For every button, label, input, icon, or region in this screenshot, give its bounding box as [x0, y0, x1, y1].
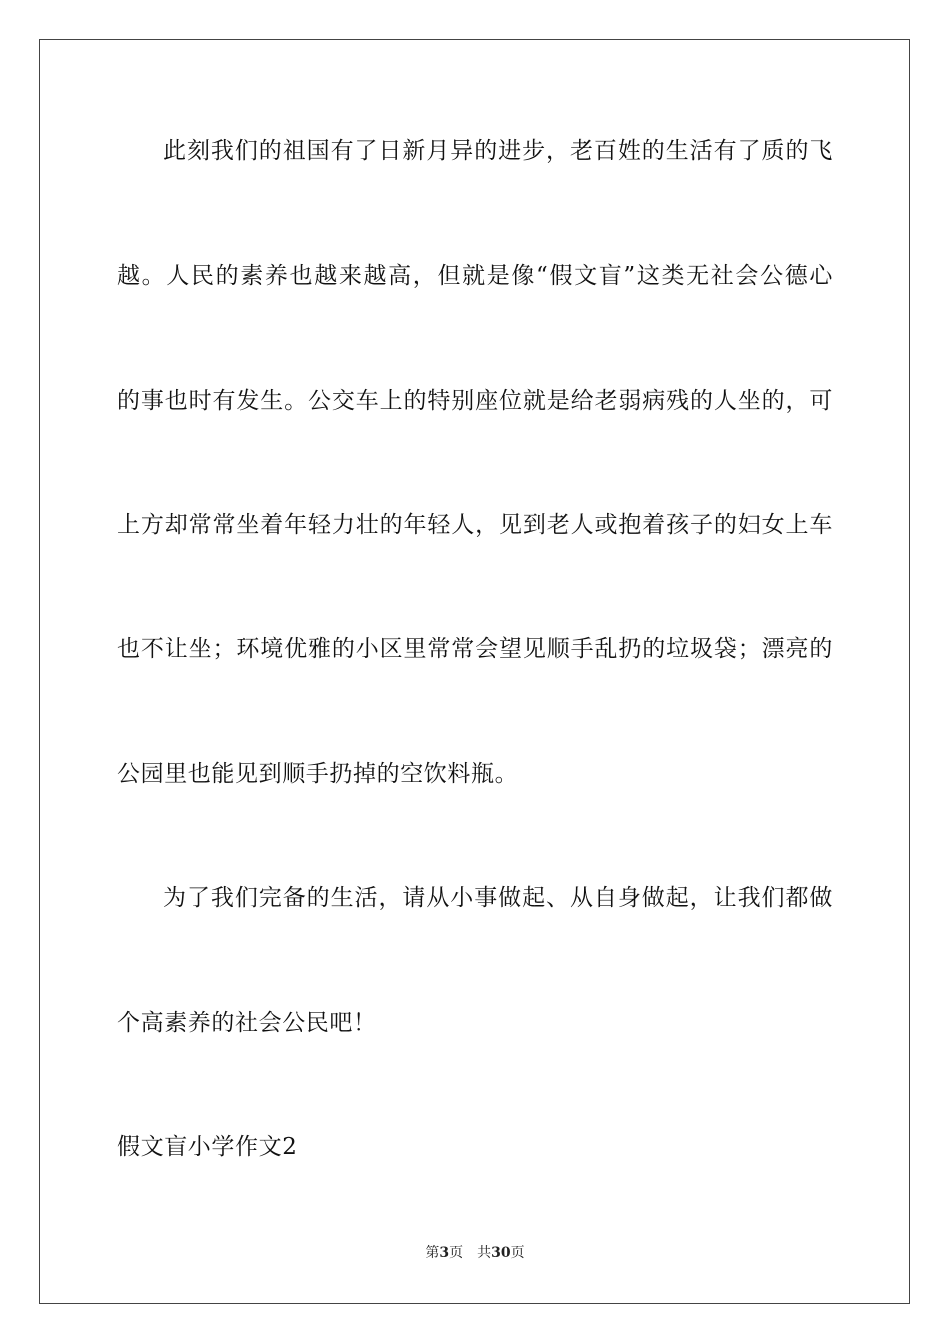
page-prefix: 第: [425, 1245, 440, 1261]
paragraph-1-line-5: 也不让坐；环境优雅的小区里常常会望见顺手乱扔的垃圾袋；漂亮的: [117, 636, 833, 662]
total-prefix: 共: [477, 1245, 492, 1261]
paragraph-2-line-1: 为了我们完备的生活，请从小事做起、从自身做起，让我们都做: [163, 885, 833, 911]
page-frame: [39, 39, 910, 1304]
total-suffix: 页: [510, 1245, 525, 1261]
page-total: 30: [491, 1245, 511, 1261]
paragraph-1-line-3: 的事也时有发生。公交车上的特别座位就是给老弱病残的人坐的，可: [117, 388, 833, 414]
paragraph-1-line-6: 公园里也能见到顺手扔掉的空饮料瓶。: [117, 761, 519, 787]
paragraph-1-line-4: 上方却常常坐着年轻力壮的年轻人，见到老人或抱着孩子的妇女上车: [117, 512, 833, 538]
paragraph-1-line-1: 此刻我们的祖国有了日新月异的进步，老百姓的生活有了质的飞: [163, 138, 833, 164]
page-suffix: 页: [449, 1245, 464, 1261]
paragraph-1-line-2: 越。人民的素养也越来越高，但就是像“假文盲”这类无社会公德心: [117, 263, 833, 289]
page-current: 3: [439, 1245, 450, 1261]
paragraph-2-line-2: 个高素养的社会公民吧！: [117, 1010, 377, 1036]
page-footer: [0, 1244, 950, 1262]
section-heading: 假文盲小学作文2: [117, 1134, 298, 1160]
